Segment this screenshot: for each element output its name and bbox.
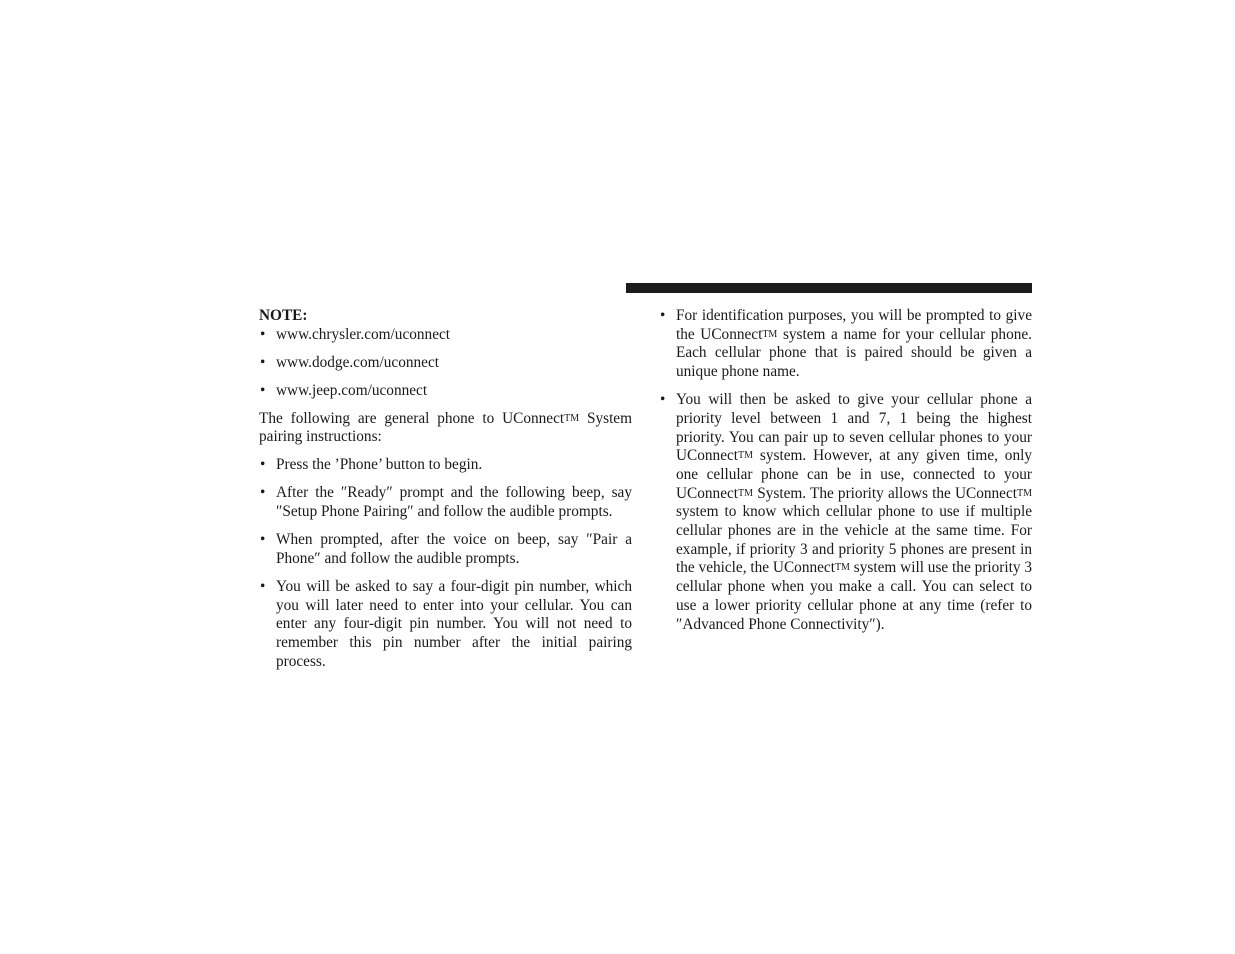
list-item: • After the ″Ready″ prompt and the following beep, say ″Setup Phone Pairing″ and follow the audible prompts. — [260, 484, 632, 521]
list-item: • Press the ’Phone’ button to begin. — [260, 456, 483, 474]
section-header-bar — [626, 283, 1032, 293]
trademark-symbol: TM — [738, 450, 754, 462]
list-item — [259, 382, 632, 401]
bullet-icon: • — [660, 391, 666, 409]
trademark-symbol: TM — [564, 412, 580, 424]
link-dodge[interactable]: www.dodge.com/uconnect — [276, 353, 439, 371]
bullet-icon: • — [260, 484, 266, 502]
note-label: NOTE: — [259, 307, 308, 324]
list-item: • For identification purposes, you will be prompted to give the UConnectTM system a name for your cellular phone. Each cellular phone that is paired should be given a unique phone name. — [660, 307, 1032, 381]
bullet-icon: • — [660, 307, 666, 324]
list-item: • You will then be asked to give your cellular phone a priority level between 1 and 7, 1 being the highest priority. You can pair up to seven cellular phones to your UConnectTM system. However, at any given time, only one cellular phone can be in use, connected to your UConnectTM System. The priority allows the UConnectTM system to know which cellular phone to use if multiple cellular phones are in the vehicle at the same time. For example, if priority 3 and priority 5 phones are present in the vehicle, the UConnectTM system will use the priority 3 cellular phone when you make a call. You can select to use a lower priority cellular phone at any time (refer to ″Advanced Phone Connectivity″). — [660, 391, 1032, 633]
list-item — [259, 326, 632, 345]
bullet-icon: • — [260, 531, 266, 549]
note-link-list — [259, 326, 632, 401]
pairing-steps-list — [259, 456, 632, 671]
bullet-icon: • — [260, 577, 266, 595]
trademark-symbol: TM — [834, 562, 850, 574]
link-jeep[interactable]: www.jeep.com/uconnect — [276, 381, 428, 399]
bullet-icon: • — [260, 456, 266, 474]
trademark-symbol: TM — [762, 328, 778, 340]
list-item: • When prompted, after the voice on beep, say ″Pair a Phone″ and follow the audible prompts. — [260, 531, 632, 567]
bullet-icon: • — [260, 325, 266, 343]
link-chrysler[interactable]: www.chrysler.com/uconnect — [276, 325, 451, 343]
left-column — [259, 307, 632, 671]
intro-paragraph: The following are general phone to UConnectTM System pairing instructions: — [259, 409, 633, 446]
bullet-icon: • — [260, 381, 266, 399]
list-item — [259, 354, 632, 373]
trademark-symbol: TM — [738, 487, 754, 499]
bullet-icon: • — [260, 353, 266, 371]
pairing-details-list — [659, 307, 1032, 634]
right-column — [659, 307, 1032, 634]
trademark-symbol: TM — [1017, 487, 1032, 499]
list-item: • You will be asked to say a four-digit pin number, which you will later need to enter into your cellular. You can enter any four-digit pin number. You will not need to remember this pin number after the initial pairing process. — [260, 577, 632, 670]
